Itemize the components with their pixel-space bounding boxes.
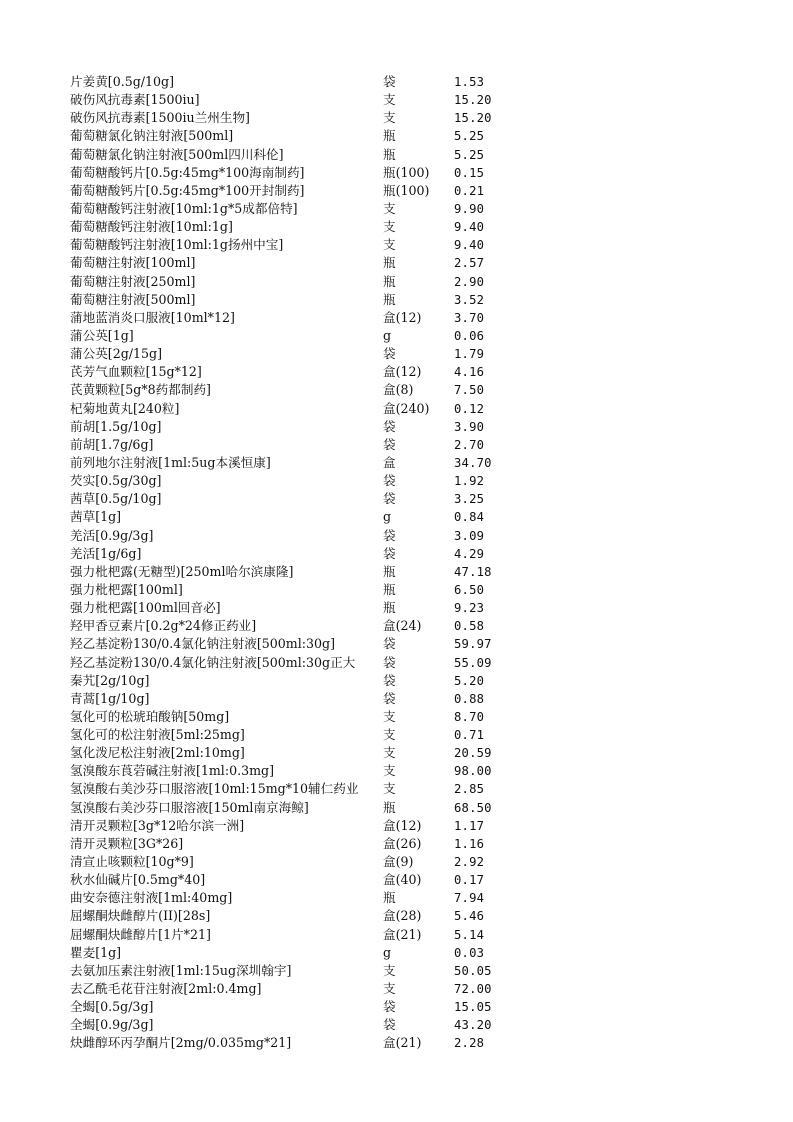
list-item xyxy=(70,327,530,345)
item-unit: 袋 xyxy=(383,690,396,706)
list-item xyxy=(70,762,530,780)
item-name: 屈螺酮炔雌醇片(II)[28s] xyxy=(70,908,211,924)
list-item xyxy=(70,218,530,236)
item-price: 0.58 xyxy=(454,619,485,634)
item-unit: 袋 xyxy=(383,1017,396,1033)
item-name: 强力枇杷露[100ml回音必] xyxy=(70,600,221,616)
item-name: 杞菊地黄丸[240粒] xyxy=(70,400,180,416)
list-item xyxy=(70,127,530,145)
list-item xyxy=(70,907,530,925)
price-list xyxy=(70,73,530,1053)
item-unit: 袋 xyxy=(383,654,396,670)
item-unit: 盒(12) xyxy=(383,364,422,380)
list-item xyxy=(70,508,530,526)
item-unit: 支 xyxy=(383,727,396,743)
item-name: 破伤风抗毒素[1500iu兰州生物] xyxy=(70,110,250,126)
item-price: 5.46 xyxy=(454,909,485,924)
item-price: 15.20 xyxy=(454,111,492,126)
list-item xyxy=(70,944,530,962)
list-item xyxy=(70,599,530,617)
item-price: 1.53 xyxy=(454,75,485,89)
item-price: 4.29 xyxy=(454,546,485,561)
item-name: 芪芳气血颗粒[15g*12] xyxy=(70,364,202,380)
item-name: 葡萄糖氯化钠注射液[500ml四川科伦] xyxy=(70,146,284,162)
item-name: 清宣止咳颗粒[10g*9] xyxy=(70,854,194,870)
item-price: 2.85 xyxy=(454,782,485,797)
item-unit: 瓶 xyxy=(383,581,396,597)
item-name: 茜草[1g] xyxy=(70,509,122,525)
item-unit: 盒(9) xyxy=(383,854,414,870)
item-unit: 瓶 xyxy=(383,273,396,289)
item-price: 15.05 xyxy=(454,1000,492,1015)
list-item xyxy=(70,363,530,381)
item-price: 55.09 xyxy=(454,655,492,670)
item-unit: 盒(28) xyxy=(383,908,422,924)
item-unit: 盒(21) xyxy=(383,926,422,942)
item-name: 羌活[1g/6g] xyxy=(70,545,142,561)
item-price: 15.20 xyxy=(454,93,492,108)
item-name: 羟乙基淀粉130/0.4氯化钠注射液[500ml:30g正大 xyxy=(70,654,356,670)
item-price: 2.57 xyxy=(454,256,485,271)
item-price: 1.79 xyxy=(454,347,485,362)
item-name: 葡萄糖酸钙注射液[10ml:1g*5成都倍特] xyxy=(70,200,298,216)
item-price: 1.16 xyxy=(454,836,485,851)
item-price: 20.59 xyxy=(454,746,492,761)
item-name: 葡萄糖注射液[250ml] xyxy=(70,273,196,289)
item-unit: 支 xyxy=(383,981,396,997)
item-unit: 瓶 xyxy=(383,128,396,144)
item-price: 0.12 xyxy=(454,401,485,416)
item-name: 去氨加压素注射液[1ml:15ug深圳翰宇] xyxy=(70,962,292,978)
item-unit: 支 xyxy=(383,237,396,253)
item-price: 9.40 xyxy=(454,238,485,253)
item-price: 47.18 xyxy=(454,564,492,579)
item-unit: 瓶 xyxy=(383,600,396,616)
item-price: 5.14 xyxy=(454,927,485,942)
item-unit: 瓶 xyxy=(383,563,396,579)
item-price: 3.90 xyxy=(454,419,485,434)
item-unit: g xyxy=(383,327,392,343)
item-name: 蒲公英[1g] xyxy=(70,327,134,343)
list-item xyxy=(70,164,530,182)
item-price: 2.28 xyxy=(454,1036,485,1051)
item-name: 葡萄糖酸钙片[0.5g:45mg*100开封制药] xyxy=(70,182,305,198)
list-item xyxy=(70,182,530,200)
item-unit: 盒 xyxy=(383,454,396,470)
list-item xyxy=(70,545,530,563)
item-name: 葡萄糖注射液[100ml] xyxy=(70,255,196,271)
item-unit: 支 xyxy=(383,92,396,108)
list-item xyxy=(70,436,530,454)
item-name: 羟乙基淀粉130/0.4氯化钠注射液[500ml:30g] xyxy=(70,636,336,652)
item-unit: 袋 xyxy=(383,545,396,561)
item-price: 0.88 xyxy=(454,691,485,706)
item-name: 前胡[1.5g/10g] xyxy=(70,418,162,434)
item-unit: 瓶 xyxy=(383,146,396,162)
item-name: 强力枇杷露(无糖型)[250ml哈尔滨康隆] xyxy=(70,563,294,579)
item-price: 3.25 xyxy=(454,492,485,507)
list-item xyxy=(70,998,530,1016)
item-price: 98.00 xyxy=(454,764,492,779)
item-name: 蒲公英[2g/15g] xyxy=(70,346,163,362)
item-price: 9.90 xyxy=(454,201,485,216)
item-name: 芡实[0.5g/30g] xyxy=(70,473,162,489)
item-unit: 袋 xyxy=(383,672,396,688)
list-item xyxy=(70,200,530,218)
list-item xyxy=(70,236,530,254)
item-name: 羟甲香豆素片[0.2g*24修正药业] xyxy=(70,618,257,634)
item-name: 秦艽[2g/10g] xyxy=(70,672,150,688)
list-item xyxy=(70,654,530,672)
list-item xyxy=(70,454,530,472)
item-name: 羌活[0.9g/3g] xyxy=(70,527,154,543)
item-name: 氢化泼尼松注射液[2ml:10mg] xyxy=(70,745,245,761)
item-price: 0.21 xyxy=(454,183,485,198)
list-item xyxy=(70,400,530,418)
item-price: 0.71 xyxy=(454,728,485,743)
item-price: 3.70 xyxy=(454,310,485,325)
item-price: 1.92 xyxy=(454,474,485,489)
item-unit: 支 xyxy=(383,110,396,126)
item-unit: 瓶 xyxy=(383,890,396,906)
item-name: 清开灵颗粒[3g*12哈尔滨一洲] xyxy=(70,817,245,833)
list-item xyxy=(70,345,530,363)
item-price: 9.23 xyxy=(454,601,485,616)
item-unit: 瓶 xyxy=(383,255,396,271)
list-item xyxy=(70,635,530,653)
item-unit: 袋 xyxy=(383,436,396,452)
list-item xyxy=(70,381,530,399)
item-name: 瞿麦[1g] xyxy=(70,944,122,960)
item-name: 氢溴酸东莨菪碱注射液[1ml:0.3mg] xyxy=(70,763,275,779)
item-name: 氢溴酸右美沙芬口服溶液[10ml:15mg*10辅仁药业 xyxy=(70,781,359,797)
item-price: 2.70 xyxy=(454,437,485,452)
item-price: 4.16 xyxy=(454,365,485,380)
list-item xyxy=(70,853,530,871)
item-price: 1.17 xyxy=(454,818,485,833)
item-name: 全蝎[0.9g/3g] xyxy=(70,1017,154,1033)
list-item xyxy=(70,309,530,327)
item-price: 5.25 xyxy=(454,129,485,144)
item-unit: 支 xyxy=(383,763,396,779)
item-name: 葡萄糖酸钙片[0.5g:45mg*100海南制药] xyxy=(70,164,305,180)
list-item xyxy=(70,708,530,726)
list-item xyxy=(70,817,530,835)
list-item xyxy=(70,472,530,490)
list-item xyxy=(70,291,530,309)
item-price: 59.97 xyxy=(454,637,492,652)
item-unit: 支 xyxy=(383,781,396,797)
item-name: 曲安奈德注射液[1ml:40mg] xyxy=(70,890,233,906)
list-item xyxy=(70,617,530,635)
item-unit: 瓶 xyxy=(383,799,396,815)
item-unit: 支 xyxy=(383,962,396,978)
item-price: 2.92 xyxy=(454,855,485,870)
item-name: 强力枇杷露[100ml] xyxy=(70,581,183,597)
list-item xyxy=(70,889,530,907)
list-item xyxy=(70,91,530,109)
item-name: 前列地尔注射液[1ml:5ug本溪恒康] xyxy=(70,454,271,470)
item-price: 0.84 xyxy=(454,510,485,525)
list-item xyxy=(70,581,530,599)
item-name: 芪黄颗粒[5g*8药都制药] xyxy=(70,382,211,398)
item-price: 0.17 xyxy=(454,873,485,888)
list-item xyxy=(70,962,530,980)
item-name: 全蝎[0.5g/3g] xyxy=(70,999,154,1015)
item-price: 6.50 xyxy=(454,582,485,597)
item-unit: 盒(12) xyxy=(383,309,422,325)
item-price: 2.90 xyxy=(454,274,485,289)
item-name: 炔雌醇环丙孕酮片[2mg/0.035mg*21] xyxy=(70,1035,292,1051)
item-price: 34.70 xyxy=(454,455,492,470)
item-price: 0.06 xyxy=(454,328,485,343)
item-price: 3.09 xyxy=(454,528,485,543)
item-price: 43.20 xyxy=(454,1018,492,1033)
item-unit: 袋 xyxy=(383,74,396,89)
list-item xyxy=(70,672,530,690)
item-name: 破伤风抗毒素[1500iu] xyxy=(70,92,200,108)
item-unit: 袋 xyxy=(383,636,396,652)
item-unit: 瓶(100) xyxy=(383,182,430,198)
list-item xyxy=(70,418,530,436)
item-unit: 袋 xyxy=(383,346,396,362)
item-price: 7.94 xyxy=(454,891,485,906)
item-unit: 盒(21) xyxy=(383,1035,422,1051)
item-price: 50.05 xyxy=(454,963,492,978)
list-item xyxy=(70,273,530,291)
item-price: 72.00 xyxy=(454,982,492,997)
item-unit: 袋 xyxy=(383,999,396,1015)
item-price: 0.03 xyxy=(454,945,485,960)
item-name: 氢化可的松注射液[5ml:25mg] xyxy=(70,727,245,743)
list-item xyxy=(70,744,530,762)
list-item xyxy=(70,527,530,545)
item-unit: 支 xyxy=(383,708,396,724)
item-name: 葡萄糖酸钙注射液[10ml:1g扬州中宝] xyxy=(70,237,284,253)
item-unit: 盒(8) xyxy=(383,382,414,398)
list-item xyxy=(70,871,530,889)
item-name: 氢化可的松琥珀酸钠[50mg] xyxy=(70,708,230,724)
item-price: 0.15 xyxy=(454,165,485,180)
item-name: 葡萄糖氯化钠注射液[500ml] xyxy=(70,128,234,144)
item-price: 5.25 xyxy=(454,147,485,162)
item-name: 茜草[0.5g/10g] xyxy=(70,491,162,507)
item-unit: 支 xyxy=(383,745,396,761)
item-name: 去乙酰毛花苷注射液[2ml:0.4mg] xyxy=(70,981,262,997)
list-item xyxy=(70,980,530,998)
list-item xyxy=(70,799,530,817)
item-name: 屈螺酮炔雌醇片[1片*21] xyxy=(70,926,211,942)
item-unit: 袋 xyxy=(383,527,396,543)
item-name: 蒲地蓝消炎口服液[10ml*12] xyxy=(70,309,235,325)
item-price: 5.20 xyxy=(454,673,485,688)
item-unit: 盒(240) xyxy=(383,400,430,416)
item-name: 片姜黄[0.5g/10g] xyxy=(70,74,175,89)
item-unit: 支 xyxy=(383,200,396,216)
list-item xyxy=(70,690,530,708)
list-item xyxy=(70,780,530,798)
item-name: 清开灵颗粒[3G*26] xyxy=(70,835,184,851)
item-name: 葡萄糖注射液[500ml] xyxy=(70,291,196,307)
item-unit: 袋 xyxy=(383,473,396,489)
list-item xyxy=(70,254,530,272)
list-item xyxy=(70,835,530,853)
list-item xyxy=(70,1034,530,1052)
list-item xyxy=(70,563,530,581)
item-price: 3.52 xyxy=(454,292,485,307)
item-unit: 盒(12) xyxy=(383,817,422,833)
list-item xyxy=(70,490,530,508)
list-item xyxy=(70,73,530,91)
item-unit: g xyxy=(383,944,392,960)
item-unit: 支 xyxy=(383,219,396,235)
item-price: 7.50 xyxy=(454,383,485,398)
item-unit: g xyxy=(383,509,392,525)
item-unit: 盒(40) xyxy=(383,872,422,888)
item-unit: 盒(26) xyxy=(383,835,422,851)
list-item xyxy=(70,1016,530,1034)
list-item xyxy=(70,726,530,744)
item-name: 青蒿[1g/10g] xyxy=(70,690,150,706)
item-name: 葡萄糖酸钙注射液[10ml:1g] xyxy=(70,219,233,235)
list-item xyxy=(70,146,530,164)
list-item xyxy=(70,926,530,944)
item-name: 前胡[1.7g/6g] xyxy=(70,436,154,452)
item-unit: 袋 xyxy=(383,418,396,434)
item-name: 氢溴酸右美沙芬口服溶液[150ml南京海鲸] xyxy=(70,799,309,815)
list-item xyxy=(70,109,530,127)
item-name: 秋水仙碱片[0.5mg*40] xyxy=(70,872,206,888)
item-price: 68.50 xyxy=(454,800,492,815)
item-price: 9.40 xyxy=(454,220,485,235)
item-price: 8.70 xyxy=(454,709,485,724)
item-unit: 袋 xyxy=(383,491,396,507)
item-unit: 瓶(100) xyxy=(383,164,430,180)
item-unit: 盒(24) xyxy=(383,618,422,634)
item-unit: 瓶 xyxy=(383,291,396,307)
